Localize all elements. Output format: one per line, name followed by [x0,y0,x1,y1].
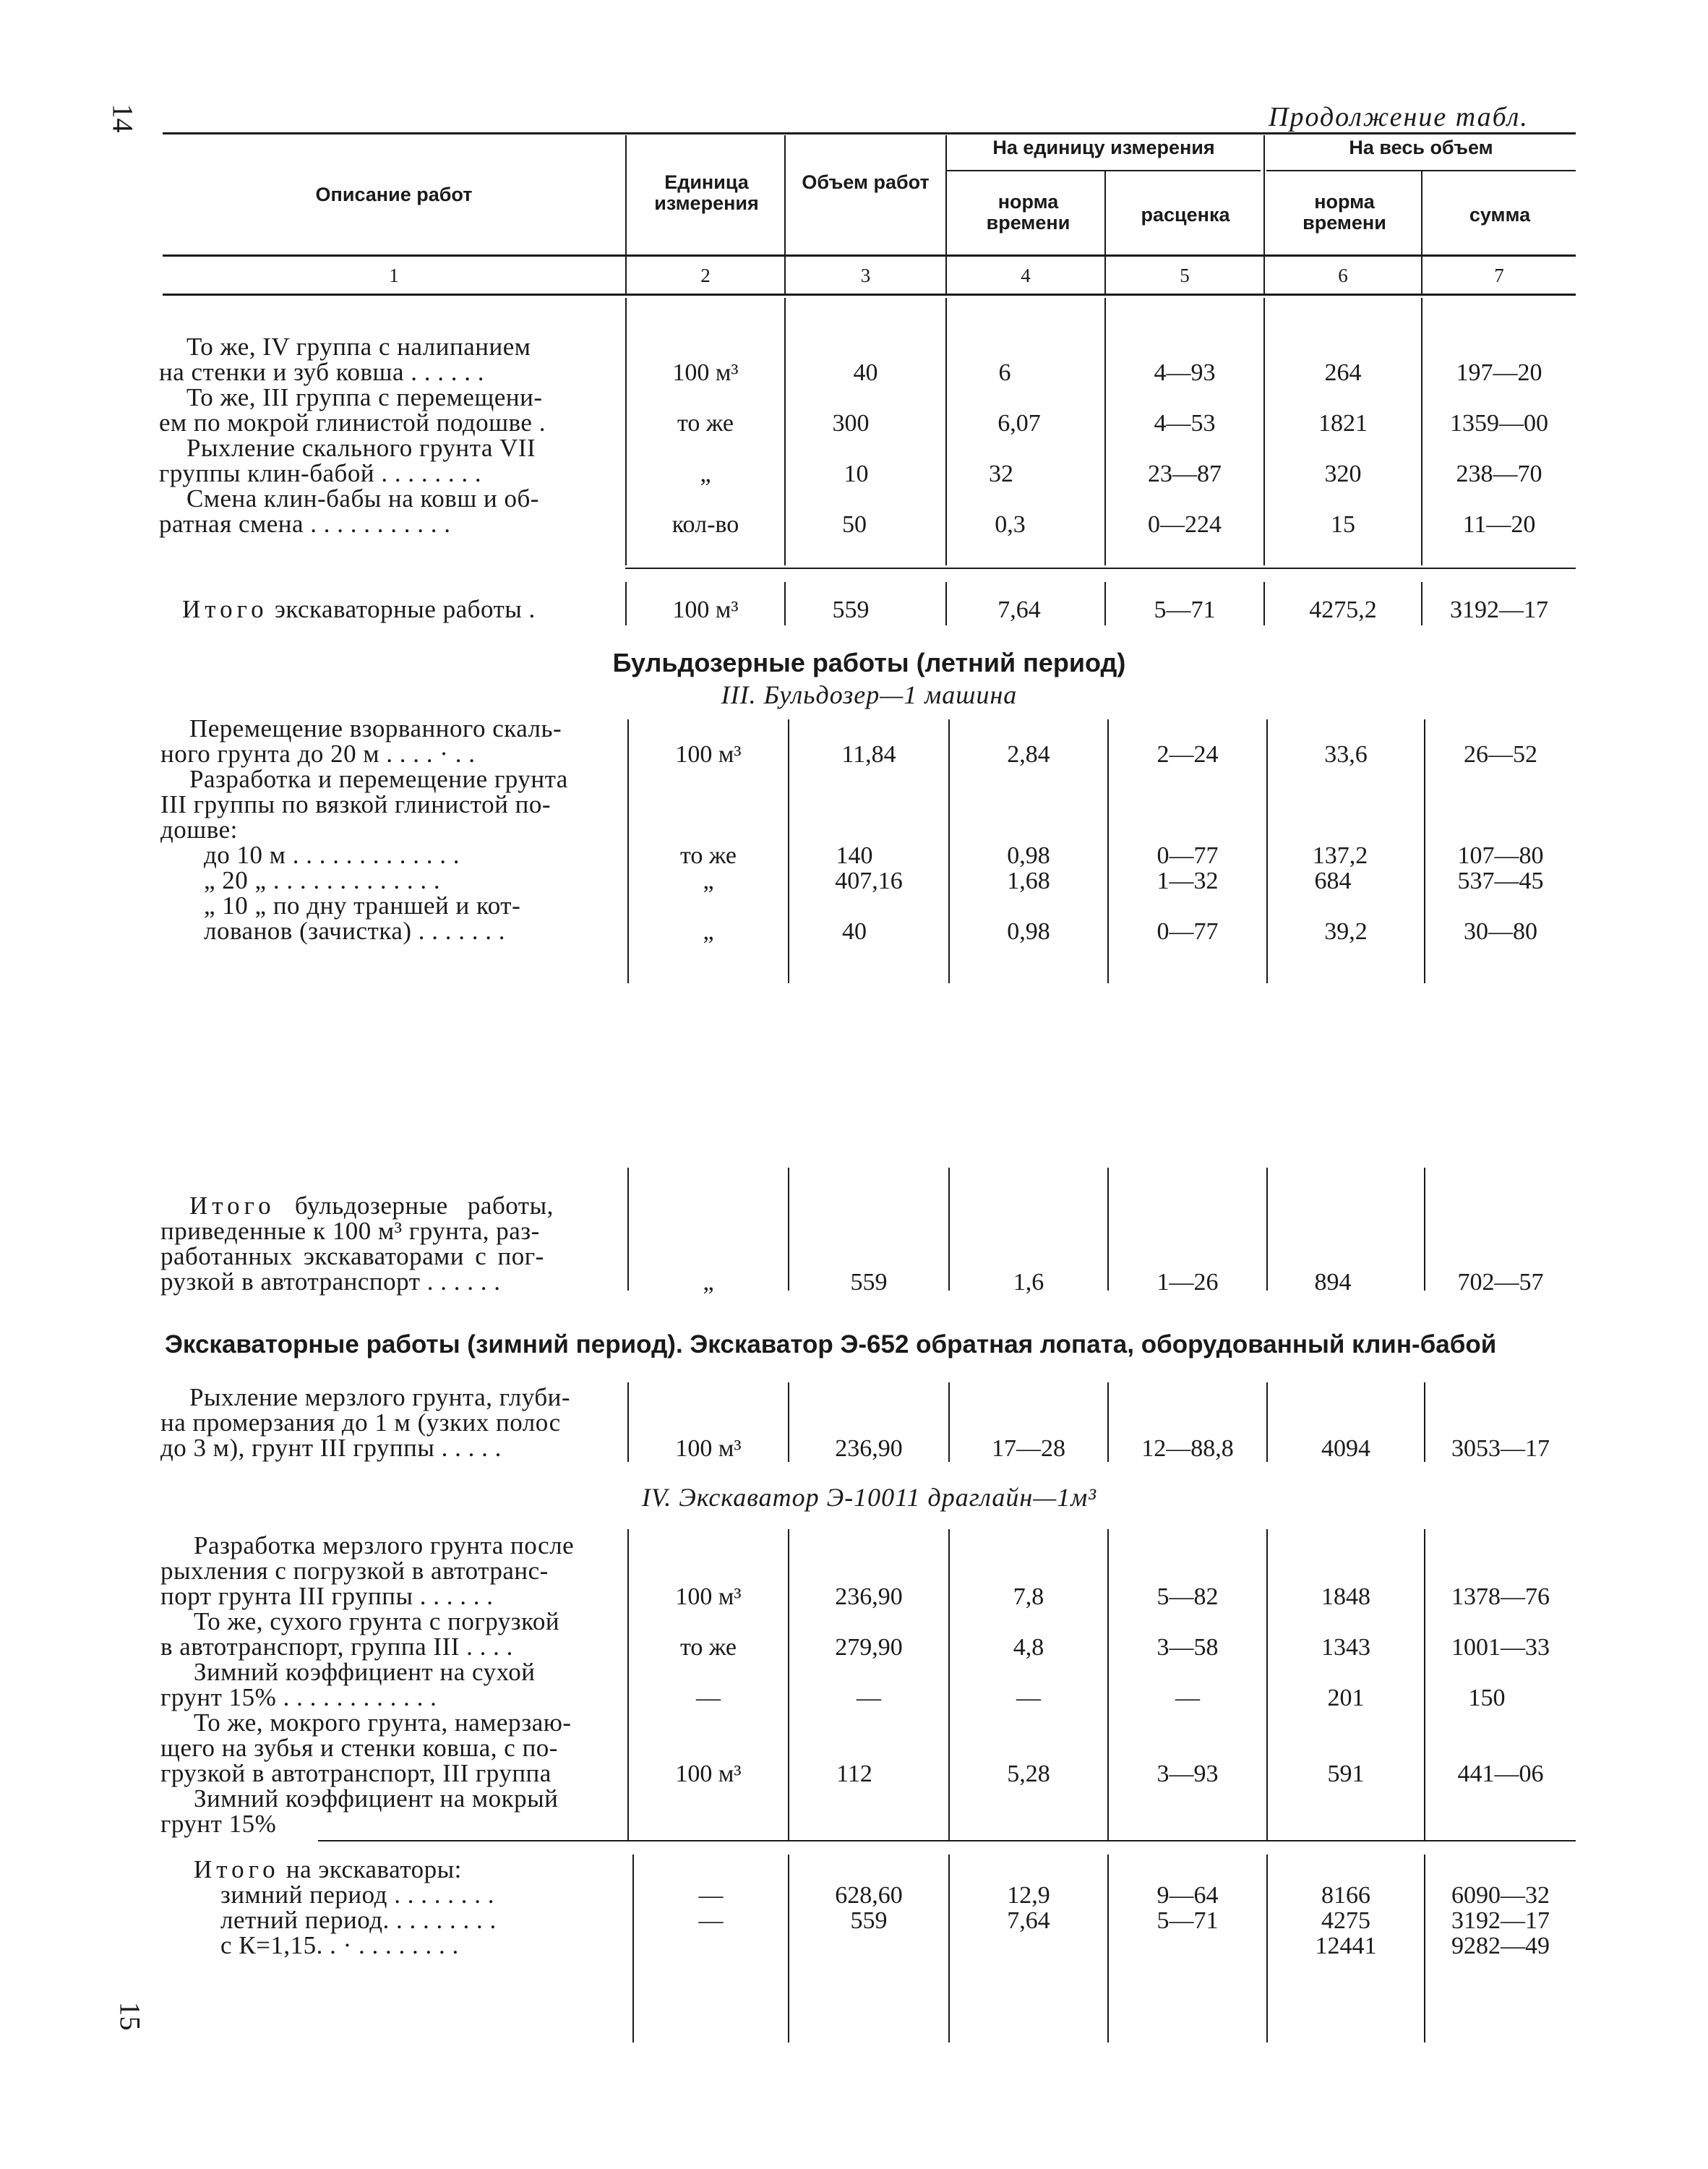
block2-desc-line: „ 20 „ . . . . . . . . . . . . . [204,866,441,894]
block4-desc-line: Разработка мерзлого грунта после [194,1531,575,1560]
block1-desc-line: Рыхление скального грунта VII [186,434,536,462]
block2-desc-line: дошве: [160,816,238,844]
section-subtitle-dragline: IV. Экскаватор Э-10011 драглайн—1м³ [641,1483,1097,1512]
block2-desc-line: до 10 м . . . . . . . . . . . . . [204,841,460,869]
group-header-per-unit: На единицу измерения [992,137,1215,158]
header-num-rule [163,294,1576,296]
col-number: 2 [700,265,711,286]
col-number: 4 [1021,265,1031,286]
block4-desc-line: грунт 15% [160,1810,277,1838]
page-number-top: 14 [106,103,140,133]
block4-bottom-rule [318,1840,1576,1841]
total4-line-coef: с К=1,15. . · . . . . . . . . [220,1931,459,1959]
block1-desc-line: группы клин-бабой . . . . . . . . [159,459,482,487]
block3-desc-line: Рыхление мерзлого грунта, глуби- [189,1383,571,1411]
col-number: 6 [1338,265,1348,286]
block2-desc-line: лованов (зачистка) . . . . . . . [204,917,506,945]
section-title-winter: Экскаваторные работы (зимний период). Экскаватор Э-652 обратная лопата, оборудованный клин-бабой [165,1330,1497,1359]
block4-desc-line: Зимний коэффициент на сухой [194,1658,536,1686]
col-number: 3 [860,265,871,286]
section-title-bulldozer: Бульдозерные работы (летний период) [612,648,1126,677]
block4-desc-line: То же, сухого грунта с погрузкой [194,1607,560,1635]
total1-label: Итого экскаваторные работы . [182,595,536,623]
header-top-rule [163,132,1576,134]
block3-desc-line: на промерзания до 1 м (узких полос [160,1408,561,1437]
block2-desc-line: Перемещение взорванного скаль- [189,714,562,743]
block1-desc-line: ем по мокрой глинистой подошве . [159,408,546,437]
block2-desc-line: „ 10 „ по дну траншей и кот- [204,891,521,920]
continuation-label: Продолжение табл. [1269,102,1529,132]
col-number: 1 [389,265,399,286]
block1-bottom-rule [625,568,1576,569]
section-subtitle-bulldozer: III. Бульдозер—1 машина [721,680,1018,709]
col-number: 7 [1494,265,1504,286]
col-header-time-norm-unit: норма времени [986,191,1070,234]
block1-desc-line: на стенки и зуб ковша . . . . . . [159,358,485,386]
block1-desc-line: То же, IV группа с налипанием [186,333,531,361]
block3-desc-line: до 3 м), грунт III группы . . . . . [160,1434,502,1462]
total4-line-summer: летний период. . . . . . . . . [220,1906,497,1934]
block2-desc-line: Разработка и перемещение грунта [189,765,568,793]
block4-desc-line: Зимний коэффициент на мокрый [194,1784,559,1813]
group-header-total: На весь объем [1349,137,1493,158]
block4-desc-line: грузкой в автотранспорт, III группа [160,1759,552,1787]
total2-desc-line: приведенные к 100 м³ грунта, раз- [160,1217,540,1245]
total2-desc-line: Итого бульдозерные работы, [189,1192,554,1220]
block4-desc-line: порт грунта III группы . . . . . . [160,1582,494,1610]
total2-desc-line: работанных экскаваторами с пог- [160,1242,544,1270]
block4-desc-line: в автотранспорт, группа III . . . . [160,1633,513,1661]
col-number: 5 [1180,265,1190,286]
header-mid-rule [163,254,1576,257]
total4-line-winter: зимний период . . . . . . . . [220,1881,494,1909]
block4-desc-line: щего на зубья и стенки ковша, с по- [160,1734,558,1762]
block2-desc-line: ного грунта до 20 м . . . . · . . [160,740,476,768]
total4-label: Итого на экскаваторы: [194,1855,462,1883]
block4-desc-line: грунт 15% . . . . . . . . . . . . [160,1683,437,1711]
col-header-rate: расценка [1141,204,1230,226]
col-header-volume: Объем работ [802,171,930,193]
block1-desc-line: То же, III группа с перемещени- [186,383,543,411]
col-header-description: Описание работ [315,184,473,205]
block2-desc-line: III группы по вязкой глинистой по- [160,790,551,818]
block1-desc-line: Смена клин-бабы на ковш и об- [186,484,539,513]
col-header-unit: Единица измерения [654,171,759,214]
total2-desc-line: рузкой в автотранспорт . . . . . . [160,1267,501,1296]
block4-desc-line: рыхления с погрузкой в автотранс- [160,1557,549,1585]
group-rule-unit [947,170,1261,171]
col-header-time-norm-total: норма времени [1303,191,1386,234]
page-number-bottom: 15 [113,2001,147,2031]
block4-desc-line: То же, мокрого грунта, намерзаю- [194,1708,572,1737]
block1-desc-line: ратная смена . . . . . . . . . . . [159,510,451,538]
col-header-sum: сумма [1469,204,1531,226]
